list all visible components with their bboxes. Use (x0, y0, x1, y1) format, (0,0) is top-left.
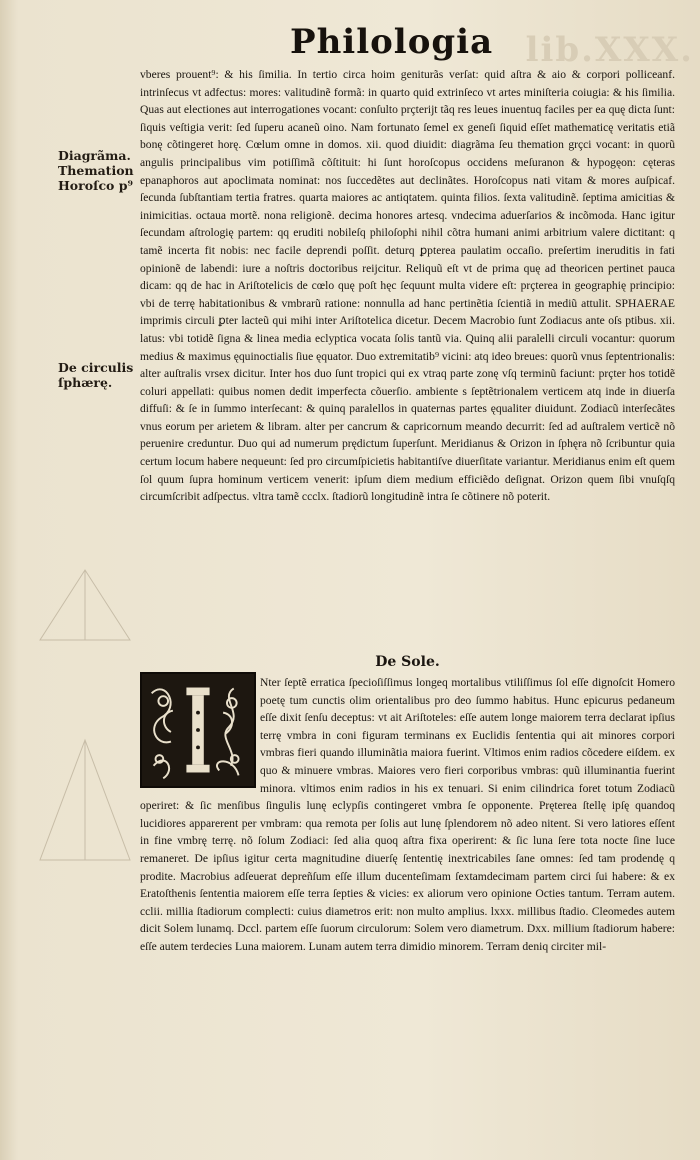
section-heading-de-sole: De Sole. (375, 654, 440, 670)
margin-note-diagrama: Diagrãma. Themation Horoſco p⁹ (58, 148, 134, 193)
running-head-title: Philologia (290, 22, 494, 62)
decorated-initial (140, 672, 256, 788)
floral-initial-icon (142, 674, 254, 786)
margin-note-circulis: De circulis ſphærę. (58, 360, 134, 390)
bleed-through-diagram-icon (30, 560, 140, 880)
bleed-through-text: lib.XXX. (525, 30, 694, 70)
de-sole-text: Nter ſeptẽ erratica ſpecioſiſſimus longeq mortalibus vtiliſſimus ſol eſſe dignoſcit Homero poetę tum cunctis olim orientalibus pro deo ſummo habitus. Hunc epicurus pedaneum eſſe dixit ſenſu deceptus: vt ait Ariſtoteles: eſſe autem longe maiorem terra declarat ipſius terrę vmbra in coni figuram terminans ex Euclidis ſententia qui ait minores corpori vmbras fieri quando illuminãtia maiora fuerint. Vltimos enim radios cõcedere eiſdem. ex quo & minuere vmbras. Maiores vero fieri corporibus vmbras: quũ illuminantia fuerint minora. vltimos enim radios in his ex tenuari. Si enim cilindrica foret totum Zodiacũ operiret: & ſic menſibus ſingulis lunę eclypſis contingeret vmbra ſe opponente. Pręterea ſtellę ipſę quandoq lucidiores apparerent per vmbram: qua remota per ſolis aut lunę ſplendorem nõ adeo nitent. Si vero latiores eſſent in fine vmbrę terrę. nõ ſolum Zodiaci: ſed alia quoq aſtra fixa operirent: & ſic luna ſere tota nocte ſine luce remaneret. De ipſius igitur certa magnitudine diuerſę ſententię inextricabiles ſane omnes: ſed tam prodendę q prodite. Macrobius adſeuerat depreñſum eſſe illum ducenteſimam ſextamdecimam partem circi ſui habere: & ex Eratoſthenis ſententia maiorem eſſe terra ſepties & vicies: ex aliorum vero opinione Octies tantum. Terram autem. cclii. millia ſtadiorum complecti: cuius diametros erit: non multo amplius. lxxx. millibus ſtadio. Cleomedes autem dicit Solem lunamq. Dccl. partem eſſe ſuorum circulorum: Solem vero diametrum. Dxx. millium ſtadiorum habere: eſſe autem terdecies Luna maiorem. Lunam autem terra dimidio minorem. Terram deniq circiter mil- (140, 676, 675, 953)
body-paragraph-main: vberes prouent⁹: & his ſimilia. In tertio circa hoim geniturãs verſat: quid aſtra & aio & corpori polliceanf. intrinſecus vt adfectus: mores: valitudinẽ formã: in quarto quid extrinſeco vt artes miniſteria coiugia: & his ſimilia. Quas aut electiones aut interrogationes vocant: conſulto prçterijt tãq res leues inuentuq faciles per ea quę dicta ſunt: ſiquis veſtigia verit: ſed ſuperu acaneũ oino. Nam fortunato ſemel ex geneſi ſiquid eſſet mathematicę veritatis etiã bonę cõtingeret horę. Cœlum omne in domos. xii. quod diuidit: diagrãma ſeu themation grçci vocant: in quorũ angulis principalibus vim potiſſimã cõſtituit: hi ſunt horoſcopus occidens meſuranon & hypogęon: cęteras epanaphoros aut apoclimata nominat: nos ſuccedẽtes aut declinãtes. Horoſcopus nati vitam & mores auſpicaf. ſecunda ſubſtantiam tertia fratres. quarta maiores ac antiqtatem. quinta filios. ſexta valitudinẽ. ſeptima amicitias & inimicitias. octaua mortẽ. nona religionẽ. decima honores artesq. vndecima aduerſarios & incõmoda. Hanc igitur ſecundam aſtrologię partem: qq eruditi nobileſq philoſophi nihil cõtra humani animi arbitrium valere dictitant: q tamẽ incerta fit nobis: nec facile deprendi poſſit. deturq ꝑpterea paulatim occaſio. preſertim ineruditis in fati opinionẽ de labendi: iure a noſtris doctoribus reijcitur. Reliquũ eſt vt de prima quę ad theoricen pertinet pauca dicam: qq de hac in Ariſtotelicis de cœlo quę poſt hęc ſequunt multa videre eſt: prçterea in geographię principio: vbi de terrę habitationibus & vmbrarũ ratione: nonnulla ad hanc pertinẽtia ſcientiã in mediũ attulit. SPHAERAE imprimis circuli ꝑter lacteũ qui mihi inter Ariſtotelica dicetur. Decem Macrobio ſunt Zodiacus ante oſs ptibus. xii. latus: vbi totidẽ ſigna & linea media eclyptica vocata ſolis tantũ via. Quinq alii paralelli circuli vocantur: quorum medius & maximus ęquinoctialis ſiue ęquator. Duo extremitatib⁹ vicini: atq ideo breues: quorũ vnus ſeptentrionalis: alter auſtralis vrsex dicitur. Inter hos duo ſunt tropici qui ex vtraq parte zonę vſq terminũ faciunt: prçter hos totidẽ coluri appellati: quibus nomen dedit imperfecta cõuerſio. ambiente s ſeptẽtrionalem verticem atq inde in diuerſa diffuſi: & ſe in ſummo interſecant: & quinq paralellos in quaternas partes ęqualiter diuidunt. Zodiacũ interſecãtes vnus eorum per arietem & libram. alter per cancrum & capricornum meando decurrit: ſed ad auſtralem verticẽ nõ peruenire creduntur. Duo qui ad numerum prędictum ſuperſunt. Meridianus & Orizon in ſphęra nõ ſcribuntur quia certum locum habere nequeunt: ſed pro circumſpicietis habitantiſve diuerſitate variantur. Meridianus enim eſt quem ſol quum ſupra hominum verticem venerit: ipſum diem medium efficiẽdo deſignat. Orizon quem ſibi vnuſqſq circumſcribit adſpectus. vltra tamẽ ccclx. ſtadiorũ longitudinẽ intra ſe cõtinere nõ poterit. (140, 68, 675, 504)
